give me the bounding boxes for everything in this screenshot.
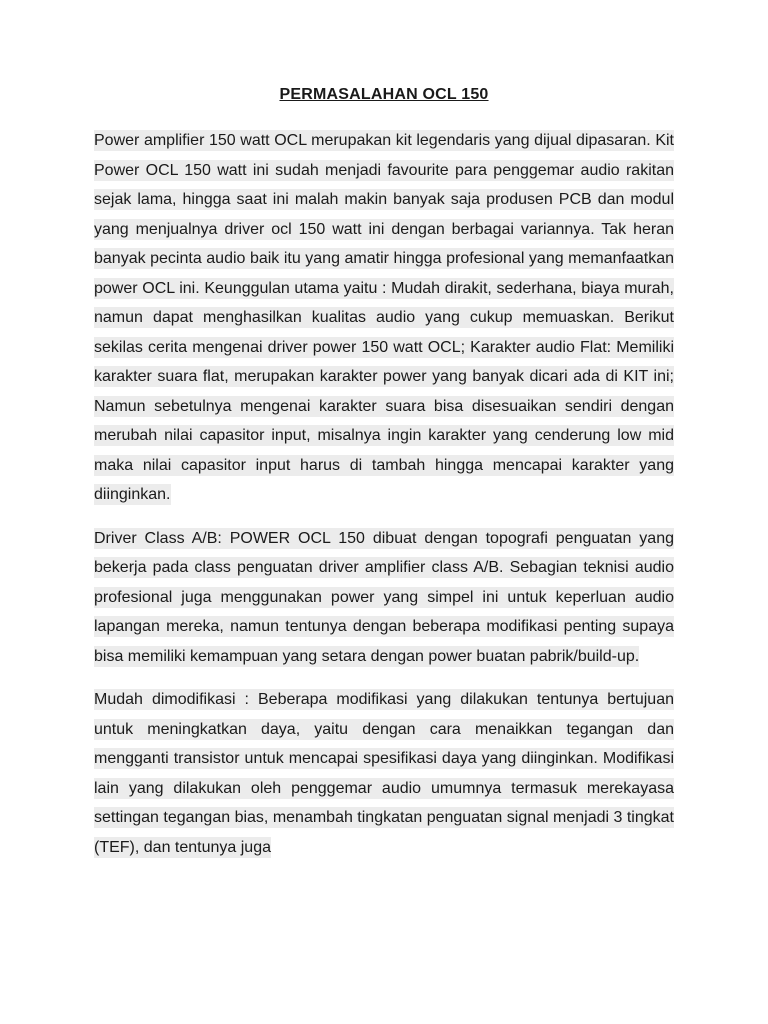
paragraph-1-text: Power amplifier 150 watt OCL merupakan kit legendaris yang dijual dipasaran. Kit Power OCL 150 watt ini sudah menjadi favourite para penggemar audio rakitan sejak lama, hingga saat ini malah makin banyak saja produsen PCB dan modul yang menjualnya driver ocl 150 watt ini dengan berbagai variannya. Tak heran banyak pecinta audio baik itu yang amatir hingga profesional yang memanfaatkan power OCL ini. Keunggulan utama yaitu : Mudah dirakit, sederhana, biaya murah, namun dapat menghasilkan kualitas audio yang cukup memuaskan. Berikut sekilas cerita mengenai driver power 150 watt OCL; Karakter audio Flat: Memiliki karakter suara flat, merupakan karakter power yang banyak dicari ada di KIT ini; Namun sebetulnya mengenai karakter suara bisa disesuaikan sendiri dengan merubah nilai capasitor input, misalnya ingin karakter yang cenderung low mid maka nilai capasitor input harus di tambah hingga mencapai karakter yang diinginkan. bbox=[94, 132, 674, 503]
paragraph-2 bbox=[94, 524, 674, 672]
document-title: PERMASALAHAN OCL 150 bbox=[279, 86, 489, 103]
paragraph-2-text: Driver Class A/B: POWER OCL 150 dibuat dengan topografi penguatan yang bekerja pada class penguatan driver amplifier class A/B. Sebagian teknisi audio profesional juga menggunakan power yang simpel ini untuk keperluan audio lapangan mereka, namun tentunya dengan beberapa modifikasi penting supaya bisa memiliki kemampuan yang setara dengan power buatan pabrik/build-up. bbox=[94, 529, 674, 665]
paragraph-3 bbox=[94, 685, 674, 862]
paragraph-3-text: Mudah dimodifikasi : Beberapa modifikasi yang dilakukan tentunya bertujuan untuk meningkatkan daya, yaitu dengan cara menaikkan tegangan dan mengganti transistor untuk mencapai spesifikasi daya yang diinginkan. Modifikasi lain yang dilakukan oleh penggemar audio umumnya termasuk merekayasa settingan tegangan bias, menambah tingkatan penguatan signal menjadi 3 tingkat (TEF), dan tentunya juga bbox=[94, 691, 674, 856]
paragraph-1 bbox=[94, 126, 674, 510]
